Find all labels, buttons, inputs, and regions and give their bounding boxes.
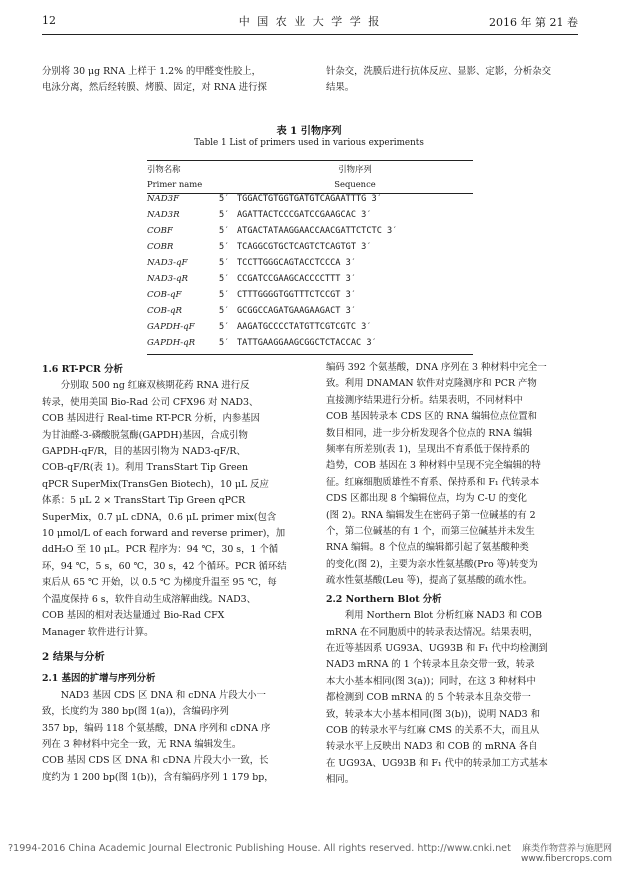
primer-name: NAD3-qR bbox=[147, 274, 188, 284]
table-row bbox=[147, 287, 473, 303]
text-line: 趋势，COB 基因在 3 种材料中呈现不完全编辑的特 bbox=[326, 460, 541, 472]
primer-name: NAD3-qF bbox=[147, 258, 188, 268]
col-header-seq-en: Sequence bbox=[334, 178, 376, 189]
text-line: COB 基因进行 Real-time RT-PCR 分析，内参基因 bbox=[42, 413, 261, 425]
page-number: 12 bbox=[42, 14, 56, 27]
text-line: 都检测到 COB mRNA 的 5 个转录本且杂交带一 bbox=[326, 692, 531, 704]
text-line: mRNA 在不同胞质中的转录表达情况。结果表明， bbox=[326, 626, 539, 638]
text-line: 电泳分离，然后经转膜、烤膜、固定，对 RNA 进行探 bbox=[42, 82, 267, 94]
primer-prime: 5′ bbox=[219, 274, 230, 284]
text-line: COB 基因的相对表达量通过 Bio-Rad CFX bbox=[42, 610, 225, 622]
text-line: Manager 软件进行计算。 bbox=[42, 626, 154, 638]
primer-name: GAPDH-qF bbox=[147, 322, 195, 332]
watermark-cn: 麻类作物营养与施肥网 bbox=[521, 844, 612, 854]
volume-info: 2016 年 第 21 卷 bbox=[489, 16, 578, 29]
text-line: COB 的转录水平与红麻 CMS 的关系不大，而且从 bbox=[326, 724, 540, 736]
primer-sequence: TGGACTGTGGTGATGTCAGAATTTG 3′ bbox=[237, 194, 382, 204]
right-column bbox=[326, 360, 576, 789]
text-line: 10 μmol/L of each forward and reverse primer)，加 bbox=[42, 528, 286, 540]
text-line: 个温度保持 6 s，软件自动生成溶解曲线。NAD3、 bbox=[42, 593, 256, 605]
journal-title: 中 国 农 业 大 学 学 报 bbox=[238, 15, 382, 28]
text-line: 体系：5 μL 2 × TransStart Tip Green qPCR bbox=[42, 495, 246, 507]
primer-sequence: CTTTGGGGTGGTTTCTCCGT 3′ bbox=[237, 290, 356, 300]
primer-prime: 5′ bbox=[219, 194, 230, 204]
text-line: 357 bp，编码 118 个氨基酸，DNA 序列和 cDNA 序 bbox=[42, 722, 271, 734]
text-line: 的变化(图 2)，主要为亲水性氨基酸(Pro 等)转变为 bbox=[326, 558, 538, 570]
table-title-en: Table 1 List of primers used in various experiments bbox=[194, 138, 424, 148]
primer-prime: 5′ bbox=[219, 306, 230, 316]
table-row bbox=[147, 271, 473, 287]
watermark bbox=[521, 841, 612, 864]
table-row bbox=[147, 239, 473, 255]
text-line: 致。利用 DNAMAN 软件对克隆测序和 PCR 产物 bbox=[326, 378, 537, 390]
primer-prime: 5′ bbox=[219, 258, 230, 268]
table-row bbox=[147, 191, 473, 207]
primer-name: NAD3F bbox=[147, 194, 180, 204]
text-line: 转录，使用美国 Bio-Rad 公司 CFX96 对 NAD3、 bbox=[42, 396, 259, 408]
table-bottom-rule bbox=[147, 354, 473, 355]
text-line: 编码 392 个氨基酸，DNA 序列在 3 种材料中完全一 bbox=[326, 362, 547, 373]
text-line: 相同。 bbox=[326, 774, 355, 786]
text-line: 本大小基本相同(图 3(a))；同时，在这 3 种材料中 bbox=[326, 675, 536, 687]
text-line: 致，长度约为 380 bp(图 1(a))，含编码序列 bbox=[42, 706, 229, 718]
primer-sequence: ATGACTATAAGGAACCAACGATTCTCTC 3′ bbox=[237, 226, 398, 236]
primer-sequence: CCGATCCGAAGCACCCCTTT 3′ bbox=[237, 274, 356, 284]
primer-prime: 5′ bbox=[219, 290, 230, 300]
text-line: GAPDH-qF/R，目的基因引物为 NAD3-qF/R、 bbox=[42, 446, 246, 458]
text-line: ddH₂O 至 10 μL。PCR 程序为：94 ℃，30 s，1 个循 bbox=[42, 544, 279, 556]
primer-sequence: AAGATGCCCCTATGTTCGTCGTC 3′ bbox=[237, 322, 372, 332]
text-line: 分别取 500 ng 红麻双核期花药 RNA 进行反 bbox=[60, 380, 250, 392]
section-heading: 1.6 RT-PCR 分析 bbox=[42, 364, 123, 375]
primer-prime: 5′ bbox=[219, 338, 230, 348]
top-left-text bbox=[42, 64, 310, 97]
text-line: 数目相同，进一步分析发现各个位点的 RNA 编辑 bbox=[326, 427, 533, 439]
primer-prime: 5′ bbox=[219, 210, 230, 220]
primer-name: COB-qF bbox=[147, 290, 182, 300]
text-line: 直接测序结果进行分析。结果表明，不同材料中 bbox=[326, 394, 523, 406]
col-header-name-cn: 引物名称 bbox=[147, 163, 181, 174]
text-line: (图 2)。RNA 编辑发生在密码子第一位碱基的有 2 bbox=[326, 509, 536, 521]
copyright-notice: ?1994-2016 China Academic Journal Electronic Publishing House. All rights reserved. http://www.cnki.net bbox=[8, 843, 511, 854]
watermark-url: www.fibercrops.com bbox=[521, 854, 612, 864]
primer-sequence: TATTGAAGGAAGCGGCTCTACCAC 3′ bbox=[237, 338, 377, 348]
table-title-cn: 表 1 引物序列 bbox=[276, 125, 342, 137]
table-row bbox=[147, 319, 473, 335]
primer-name: NAD3R bbox=[147, 210, 180, 220]
primer-sequence: AGATTACTCCCGATCCGAAGCAC 3′ bbox=[237, 210, 372, 220]
text-line: NAD3 基因 CDS 区 DNA 和 cDNA 片段大小一 bbox=[60, 689, 266, 701]
text-line: 结果。 bbox=[326, 82, 355, 94]
table-row bbox=[147, 207, 473, 223]
text-line: 在 UG93A、UG93B 和 F₁ 代中的转录加工方式基本 bbox=[326, 757, 548, 769]
left-column bbox=[42, 360, 310, 786]
col-header-seq-cn: 引物序列 bbox=[338, 163, 372, 174]
text-line: 转录水平上反映出 NAD3 和 COB 的 mRNA 各自 bbox=[326, 741, 538, 753]
text-line: 为甘油醛-3-磷酸脱氢酶(GAPDH)基因，合成引物 bbox=[42, 429, 248, 441]
top-right-text bbox=[326, 64, 576, 97]
primer-prime: 5′ bbox=[219, 242, 230, 252]
primer-table bbox=[147, 161, 473, 351]
text-line: RNA 编辑。8 个位点的编辑都引起了氨基酸种类 bbox=[326, 542, 529, 554]
text-line: 个，第二位碱基的有 1 个，而第三位碱基并未发生 bbox=[326, 526, 535, 538]
text-line: 频率有所差别(表 1)，呈现出不育系低于保持系的 bbox=[326, 444, 530, 456]
text-line: 利用 Northern Blot 分析红麻 NAD3 和 COB bbox=[344, 610, 543, 622]
primer-prime: 5′ bbox=[219, 226, 230, 236]
text-line: NAD3 mRNA 的 1 个转录本且杂交带一致，转录 bbox=[326, 659, 535, 671]
primer-name: COBF bbox=[147, 226, 173, 236]
section-heading: 2.1 基因的扩增与序列分析 bbox=[42, 673, 156, 685]
primer-name: COB-qR bbox=[147, 306, 182, 316]
text-line: 分别将 30 μg RNA 上样于 1.2% 的甲醛变性胶上， bbox=[42, 66, 262, 77]
text-line: qPCR SuperMix(TransGen Biotech)，10 μL 反应 bbox=[42, 478, 269, 490]
primer-name: GAPDH-qR bbox=[147, 338, 196, 348]
primer-prime: 5′ bbox=[219, 322, 230, 332]
text-line: 列在 3 种材料中完全一致，无 RNA 编辑发生。 bbox=[42, 738, 242, 750]
col-header-name-en: Primer name bbox=[147, 178, 203, 189]
table-row bbox=[147, 303, 473, 319]
primer-name: COBR bbox=[147, 242, 174, 252]
text-line: 征。红麻细胞质雄性不育系、保持系和 F₁ 代转录本 bbox=[326, 476, 540, 488]
text-line: 针杂交，洗膜后进行抗体反应、显影、定影，分析杂交 bbox=[326, 66, 552, 77]
text-line: 致，转录本大小基本相同(图 3(b))，说明 NAD3 和 bbox=[326, 708, 540, 720]
text-line: 环，94 ℃，5 s，60 ℃，30 s，42 个循环。PCR 循环结 bbox=[42, 560, 287, 572]
table-row bbox=[147, 255, 473, 271]
section-heading: 2 结果与分析 bbox=[42, 650, 105, 663]
text-line: 疏水性氨基酸(Leu 等)，提高了氨基酸的疏水性。 bbox=[326, 575, 533, 587]
running-header bbox=[42, 10, 578, 35]
primer-sequence: GCGGCCAGATGAAGAAGACT 3′ bbox=[237, 306, 356, 316]
text-line: 在近等基因系 UG93A、UG93B 和 F₁ 代中均检测到 bbox=[326, 642, 548, 654]
text-line: CDS 区都出现 8 个编辑位点，均为 C-U 的变化 bbox=[326, 493, 527, 505]
section-heading: 2.2 Northern Blot 分析 bbox=[326, 593, 442, 605]
text-line: COB 基因转录本 CDS 区的 RNA 编辑位点位置和 bbox=[326, 411, 538, 423]
primer-sequence: TCAGGCGTGCTCAGTCTCAGTGT 3′ bbox=[237, 242, 372, 252]
table-row bbox=[147, 335, 473, 351]
text-line: 度约为 1 200 bp(图 1(b))，含有编码序列 1 179 bp， bbox=[42, 771, 274, 783]
table-row bbox=[147, 223, 473, 239]
text-line: COB 基因 CDS 区 DNA 和 cDNA 片段大小一致，长 bbox=[42, 755, 269, 767]
text-line: SuperMix，0.7 μL cDNA，0.6 μL primer mix(包含 bbox=[42, 511, 277, 523]
page-footer bbox=[8, 843, 612, 864]
text-line: COB-qF/R(表 1)。利用 TransStart Tip Green bbox=[42, 462, 249, 474]
text-line: 束后从 65 ℃ 开始，以 0.5 ℃ 为梯度升温至 95 ℃，每 bbox=[42, 577, 277, 589]
primer-sequence: TCCTTGGGCAGTACCTCCCA 3′ bbox=[237, 258, 356, 268]
